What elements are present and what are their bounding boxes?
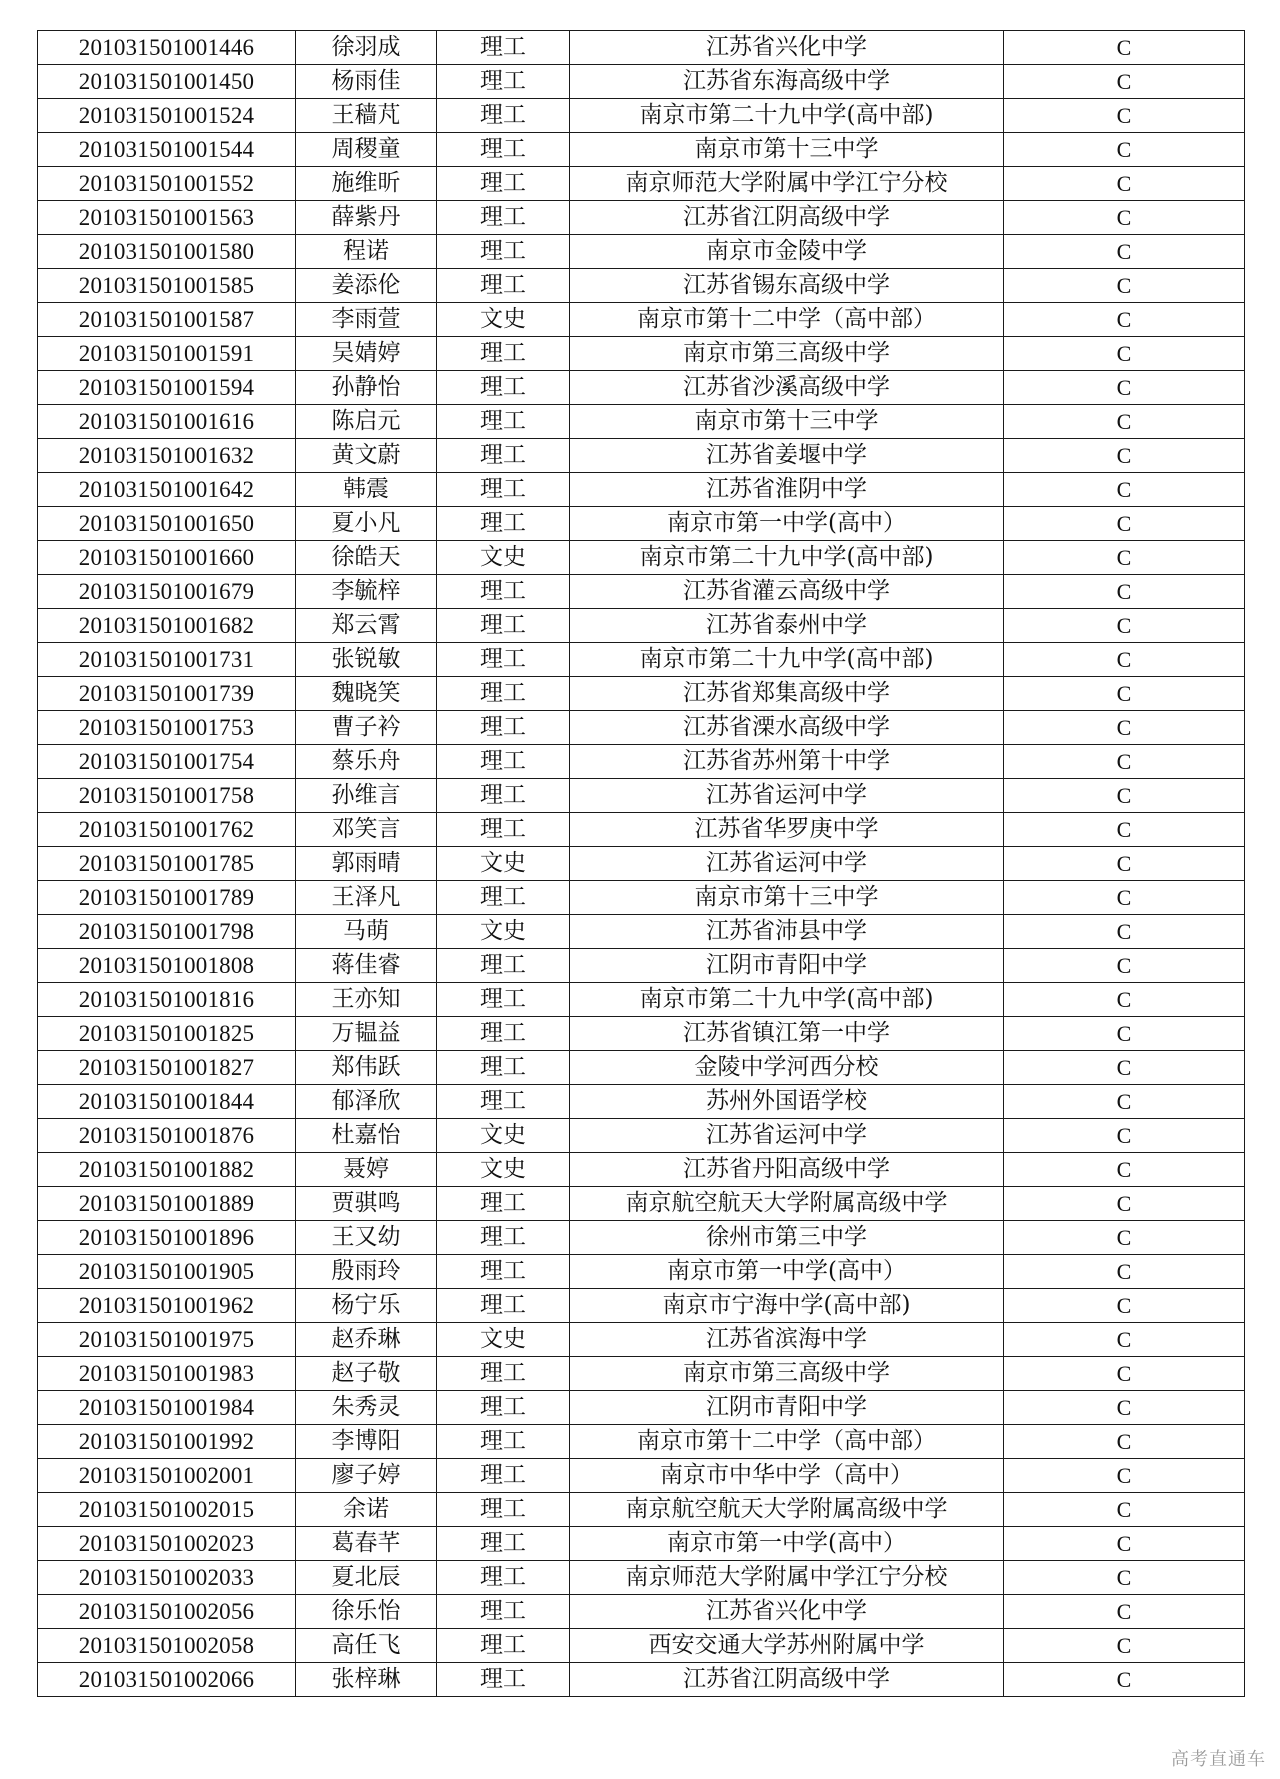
cell-grade: C — [1004, 1357, 1245, 1391]
cell-exam-id: 201031501001975 — [38, 1323, 296, 1357]
cell-school: 江苏省苏州第十中学 — [570, 745, 1004, 779]
cell-exam-id: 201031501001962 — [38, 1289, 296, 1323]
cell-grade: C — [1004, 1119, 1245, 1153]
table-row — [38, 1561, 1245, 1595]
table-row — [38, 1459, 1245, 1493]
cell-grade: C — [1004, 31, 1245, 65]
cell-track: 理工 — [437, 439, 570, 473]
cell-exam-id: 201031501001580 — [38, 235, 296, 269]
cell-school: 江苏省淮阴中学 — [570, 473, 1004, 507]
cell-student-name: 殷雨玲 — [296, 1255, 437, 1289]
table-row — [38, 1017, 1245, 1051]
cell-exam-id: 201031501001789 — [38, 881, 296, 915]
cell-exam-id: 201031501001632 — [38, 439, 296, 473]
cell-track: 文史 — [437, 541, 570, 575]
cell-student-name: 夏小凡 — [296, 507, 437, 541]
cell-track: 文史 — [437, 1323, 570, 1357]
table-row — [38, 303, 1245, 337]
cell-track: 理工 — [437, 1187, 570, 1221]
cell-exam-id: 201031501001682 — [38, 609, 296, 643]
cell-student-name: 王穑芃 — [296, 99, 437, 133]
cell-school: 南京市第三高级中学 — [570, 1357, 1004, 1391]
cell-exam-id: 201031501001785 — [38, 847, 296, 881]
table-row — [38, 1357, 1245, 1391]
cell-school: 南京市第一中学(高中） — [570, 1527, 1004, 1561]
cell-school: 江苏省锡东高级中学 — [570, 269, 1004, 303]
cell-exam-id: 201031501001754 — [38, 745, 296, 779]
cell-track: 理工 — [437, 1561, 570, 1595]
cell-track: 文史 — [437, 847, 570, 881]
cell-track: 理工 — [437, 1255, 570, 1289]
cell-grade: C — [1004, 677, 1245, 711]
cell-exam-id: 201031501001983 — [38, 1357, 296, 1391]
table-row — [38, 915, 1245, 949]
roster-table — [37, 30, 1245, 1697]
cell-exam-id: 201031501001984 — [38, 1391, 296, 1425]
cell-student-name: 王又幼 — [296, 1221, 437, 1255]
roster-table-body — [38, 31, 1245, 1697]
cell-school: 江阴市青阳中学 — [570, 1391, 1004, 1425]
cell-school: 南京市第三高级中学 — [570, 337, 1004, 371]
cell-track: 文史 — [437, 915, 570, 949]
table-row — [38, 1255, 1245, 1289]
cell-grade: C — [1004, 235, 1245, 269]
cell-student-name: 徐乐怡 — [296, 1595, 437, 1629]
cell-school: 江苏省江阴高级中学 — [570, 1663, 1004, 1697]
cell-school: 江苏省江阴高级中学 — [570, 201, 1004, 235]
cell-track: 理工 — [437, 371, 570, 405]
cell-exam-id: 201031501001753 — [38, 711, 296, 745]
cell-school: 南京市第十三中学 — [570, 133, 1004, 167]
cell-student-name: 葛春芊 — [296, 1527, 437, 1561]
cell-grade: C — [1004, 269, 1245, 303]
table-row — [38, 983, 1245, 1017]
table-row — [38, 643, 1245, 677]
table-row — [38, 1187, 1245, 1221]
cell-exam-id: 201031501001798 — [38, 915, 296, 949]
cell-grade: C — [1004, 99, 1245, 133]
cell-exam-id: 201031501001731 — [38, 643, 296, 677]
cell-grade: C — [1004, 1595, 1245, 1629]
cell-student-name: 杜嘉怡 — [296, 1119, 437, 1153]
cell-school: 南京市第十三中学 — [570, 405, 1004, 439]
table-row — [38, 813, 1245, 847]
cell-student-name: 魏晓笑 — [296, 677, 437, 711]
cell-grade: C — [1004, 507, 1245, 541]
cell-school: 徐州市第三中学 — [570, 1221, 1004, 1255]
cell-exam-id: 201031501001679 — [38, 575, 296, 609]
cell-school: 江苏省兴化中学 — [570, 1595, 1004, 1629]
cell-student-name: 徐皓天 — [296, 541, 437, 575]
cell-exam-id: 201031501001896 — [38, 1221, 296, 1255]
table-row — [38, 371, 1245, 405]
cell-student-name: 郑伟跃 — [296, 1051, 437, 1085]
cell-grade: C — [1004, 1493, 1245, 1527]
cell-grade: C — [1004, 1323, 1245, 1357]
cell-grade: C — [1004, 303, 1245, 337]
cell-grade: C — [1004, 1527, 1245, 1561]
cell-track: 理工 — [437, 609, 570, 643]
table-row — [38, 507, 1245, 541]
cell-grade: C — [1004, 1663, 1245, 1697]
cell-student-name: 张梓琳 — [296, 1663, 437, 1697]
cell-student-name: 徐羽成 — [296, 31, 437, 65]
cell-track: 理工 — [437, 711, 570, 745]
table-row — [38, 677, 1245, 711]
cell-exam-id: 201031501001876 — [38, 1119, 296, 1153]
cell-grade: C — [1004, 65, 1245, 99]
cell-school: 江苏省灌云高级中学 — [570, 575, 1004, 609]
table-row — [38, 167, 1245, 201]
cell-grade: C — [1004, 1255, 1245, 1289]
cell-grade: C — [1004, 1425, 1245, 1459]
cell-student-name: 李博阳 — [296, 1425, 437, 1459]
cell-grade: C — [1004, 847, 1245, 881]
cell-track: 理工 — [437, 643, 570, 677]
cell-exam-id: 201031501001905 — [38, 1255, 296, 1289]
cell-track: 理工 — [437, 1357, 570, 1391]
cell-exam-id: 201031501001825 — [38, 1017, 296, 1051]
table-row — [38, 1527, 1245, 1561]
cell-track: 理工 — [437, 133, 570, 167]
cell-track: 理工 — [437, 1493, 570, 1527]
cell-student-name: 聂婷 — [296, 1153, 437, 1187]
cell-school: 江苏省运河中学 — [570, 1119, 1004, 1153]
cell-school: 南京市第一中学(高中） — [570, 507, 1004, 541]
cell-school: 南京航空航天大学附属高级中学 — [570, 1187, 1004, 1221]
cell-student-name: 程诺 — [296, 235, 437, 269]
cell-exam-id: 201031501001762 — [38, 813, 296, 847]
cell-school: 江苏省华罗庚中学 — [570, 813, 1004, 847]
table-row — [38, 337, 1245, 371]
cell-student-name: 张锐敏 — [296, 643, 437, 677]
cell-exam-id: 201031501001660 — [38, 541, 296, 575]
cell-grade: C — [1004, 473, 1245, 507]
table-row — [38, 949, 1245, 983]
cell-grade: C — [1004, 1629, 1245, 1663]
cell-student-name: 孙维言 — [296, 779, 437, 813]
cell-student-name: 赵乔琳 — [296, 1323, 437, 1357]
cell-exam-id: 201031501001992 — [38, 1425, 296, 1459]
cell-track: 理工 — [437, 201, 570, 235]
table-row — [38, 541, 1245, 575]
cell-grade: C — [1004, 541, 1245, 575]
cell-track: 理工 — [437, 65, 570, 99]
table-row — [38, 1493, 1245, 1527]
cell-track: 理工 — [437, 1085, 570, 1119]
cell-track: 理工 — [437, 813, 570, 847]
cell-grade: C — [1004, 949, 1245, 983]
cell-track: 理工 — [437, 235, 570, 269]
cell-exam-id: 201031501001446 — [38, 31, 296, 65]
cell-track: 理工 — [437, 473, 570, 507]
cell-grade: C — [1004, 405, 1245, 439]
cell-grade: C — [1004, 881, 1245, 915]
cell-school: 江苏省东海高级中学 — [570, 65, 1004, 99]
cell-grade: C — [1004, 779, 1245, 813]
cell-exam-id: 201031501002058 — [38, 1629, 296, 1663]
cell-track: 理工 — [437, 949, 570, 983]
cell-track: 理工 — [437, 1051, 570, 1085]
table-row — [38, 201, 1245, 235]
cell-grade: C — [1004, 371, 1245, 405]
table-row — [38, 745, 1245, 779]
cell-student-name: 贾骐鸣 — [296, 1187, 437, 1221]
cell-exam-id: 201031501001591 — [38, 337, 296, 371]
cell-grade: C — [1004, 1391, 1245, 1425]
cell-student-name: 杨雨佳 — [296, 65, 437, 99]
table-row — [38, 1289, 1245, 1323]
cell-exam-id: 201031501001844 — [38, 1085, 296, 1119]
table-row — [38, 133, 1245, 167]
cell-student-name: 郭雨晴 — [296, 847, 437, 881]
cell-student-name: 王亦知 — [296, 983, 437, 1017]
cell-grade: C — [1004, 201, 1245, 235]
cell-school: 金陵中学河西分校 — [570, 1051, 1004, 1085]
cell-exam-id: 201031501001758 — [38, 779, 296, 813]
cell-student-name: 吴婧婷 — [296, 337, 437, 371]
cell-exam-id: 201031501001650 — [38, 507, 296, 541]
table-row — [38, 473, 1245, 507]
cell-school: 南京市第一中学(高中） — [570, 1255, 1004, 1289]
cell-school: 南京市第十二中学（高中部） — [570, 1425, 1004, 1459]
cell-grade: C — [1004, 1051, 1245, 1085]
cell-track: 理工 — [437, 1459, 570, 1493]
cell-student-name: 韩震 — [296, 473, 437, 507]
cell-school: 苏州外国语学校 — [570, 1085, 1004, 1119]
cell-student-name: 王泽凡 — [296, 881, 437, 915]
cell-grade: C — [1004, 1561, 1245, 1595]
cell-student-name: 陈启元 — [296, 405, 437, 439]
table-row — [38, 779, 1245, 813]
cell-school: 江苏省沙溪高级中学 — [570, 371, 1004, 405]
table-row — [38, 31, 1245, 65]
cell-grade: C — [1004, 983, 1245, 1017]
table-row — [38, 235, 1245, 269]
cell-track: 理工 — [437, 337, 570, 371]
cell-grade: C — [1004, 711, 1245, 745]
cell-exam-id: 201031501001642 — [38, 473, 296, 507]
cell-track: 理工 — [437, 983, 570, 1017]
watermark-text: 高考直通车 — [1171, 1749, 1266, 1770]
cell-track: 理工 — [437, 405, 570, 439]
cell-school: 江苏省泰州中学 — [570, 609, 1004, 643]
cell-school: 南京市第二十九中学(高中部) — [570, 541, 1004, 575]
cell-student-name: 朱秀灵 — [296, 1391, 437, 1425]
cell-track: 理工 — [437, 99, 570, 133]
cell-track: 理工 — [437, 1017, 570, 1051]
cell-exam-id: 201031501002056 — [38, 1595, 296, 1629]
cell-track: 理工 — [437, 31, 570, 65]
cell-school: 南京市宁海中学(高中部) — [570, 1289, 1004, 1323]
table-row — [38, 1085, 1245, 1119]
cell-track: 理工 — [437, 881, 570, 915]
cell-school: 南京市第十二中学（高中部） — [570, 303, 1004, 337]
cell-student-name: 廖子婷 — [296, 1459, 437, 1493]
cell-student-name: 薛紫丹 — [296, 201, 437, 235]
cell-grade: C — [1004, 1221, 1245, 1255]
cell-track: 文史 — [437, 303, 570, 337]
cell-school: 西安交通大学苏州附属中学 — [570, 1629, 1004, 1663]
cell-grade: C — [1004, 167, 1245, 201]
cell-school: 江苏省丹阳高级中学 — [570, 1153, 1004, 1187]
cell-grade: C — [1004, 745, 1245, 779]
cell-grade: C — [1004, 337, 1245, 371]
table-row — [38, 1425, 1245, 1459]
cell-school: 南京市第二十九中学(高中部) — [570, 643, 1004, 677]
cell-student-name: 赵子敬 — [296, 1357, 437, 1391]
cell-school: 江阴市青阳中学 — [570, 949, 1004, 983]
cell-student-name: 郑云霄 — [296, 609, 437, 643]
cell-exam-id: 201031501001739 — [38, 677, 296, 711]
cell-student-name: 李雨萱 — [296, 303, 437, 337]
cell-school: 江苏省郑集高级中学 — [570, 677, 1004, 711]
cell-exam-id: 201031501001450 — [38, 65, 296, 99]
cell-exam-id: 201031501001552 — [38, 167, 296, 201]
cell-grade: C — [1004, 439, 1245, 473]
cell-school: 江苏省运河中学 — [570, 779, 1004, 813]
cell-school: 江苏省溧水高级中学 — [570, 711, 1004, 745]
cell-exam-id: 201031501002023 — [38, 1527, 296, 1561]
cell-school: 南京市第十三中学 — [570, 881, 1004, 915]
cell-student-name: 施维昕 — [296, 167, 437, 201]
cell-grade: C — [1004, 1289, 1245, 1323]
cell-school: 南京师范大学附属中学江宁分校 — [570, 1561, 1004, 1595]
cell-track: 理工 — [437, 575, 570, 609]
table-row — [38, 439, 1245, 473]
cell-student-name: 邓笑言 — [296, 813, 437, 847]
cell-grade: C — [1004, 1017, 1245, 1051]
cell-exam-id: 201031501001889 — [38, 1187, 296, 1221]
table-row — [38, 1153, 1245, 1187]
table-row — [38, 881, 1245, 915]
table-row — [38, 1629, 1245, 1663]
cell-school: 南京市中华中学（高中） — [570, 1459, 1004, 1493]
cell-student-name: 余诺 — [296, 1493, 437, 1527]
cell-school: 江苏省沛县中学 — [570, 915, 1004, 949]
table-row — [38, 609, 1245, 643]
cell-school: 南京航空航天大学附属高级中学 — [570, 1493, 1004, 1527]
table-row — [38, 1391, 1245, 1425]
cell-exam-id: 201031501001544 — [38, 133, 296, 167]
table-row — [38, 847, 1245, 881]
cell-student-name: 姜添伦 — [296, 269, 437, 303]
cell-exam-id: 201031501002001 — [38, 1459, 296, 1493]
cell-exam-id: 201031501001594 — [38, 371, 296, 405]
cell-grade: C — [1004, 133, 1245, 167]
cell-school: 南京师范大学附属中学江宁分校 — [570, 167, 1004, 201]
cell-school: 江苏省运河中学 — [570, 847, 1004, 881]
cell-track: 理工 — [437, 677, 570, 711]
cell-grade: C — [1004, 609, 1245, 643]
cell-track: 理工 — [437, 167, 570, 201]
cell-student-name: 蔡乐舟 — [296, 745, 437, 779]
cell-track: 理工 — [437, 1289, 570, 1323]
cell-exam-id: 201031501001808 — [38, 949, 296, 983]
cell-grade: C — [1004, 1459, 1245, 1493]
cell-grade: C — [1004, 1187, 1245, 1221]
cell-track: 文史 — [437, 1119, 570, 1153]
cell-track: 理工 — [437, 745, 570, 779]
table-row — [38, 1051, 1245, 1085]
cell-student-name: 高任飞 — [296, 1629, 437, 1663]
cell-student-name: 郁泽欣 — [296, 1085, 437, 1119]
cell-student-name: 夏北辰 — [296, 1561, 437, 1595]
cell-track: 理工 — [437, 1425, 570, 1459]
cell-track: 理工 — [437, 1527, 570, 1561]
cell-track: 理工 — [437, 1391, 570, 1425]
cell-grade: C — [1004, 1153, 1245, 1187]
cell-grade: C — [1004, 915, 1245, 949]
table-row — [38, 1221, 1245, 1255]
roster-sheet — [37, 30, 1244, 1697]
table-row — [38, 269, 1245, 303]
cell-grade: C — [1004, 813, 1245, 847]
cell-student-name: 周稷童 — [296, 133, 437, 167]
table-row — [38, 1663, 1245, 1697]
cell-exam-id: 201031501002015 — [38, 1493, 296, 1527]
cell-school: 江苏省兴化中学 — [570, 31, 1004, 65]
cell-exam-id: 201031501001524 — [38, 99, 296, 133]
cell-school: 南京市金陵中学 — [570, 235, 1004, 269]
cell-exam-id: 201031501001616 — [38, 405, 296, 439]
cell-school: 江苏省滨海中学 — [570, 1323, 1004, 1357]
cell-exam-id: 201031501002033 — [38, 1561, 296, 1595]
cell-grade: C — [1004, 1085, 1245, 1119]
table-row — [38, 1323, 1245, 1357]
table-row — [38, 99, 1245, 133]
cell-exam-id: 201031501002066 — [38, 1663, 296, 1697]
cell-track: 理工 — [437, 507, 570, 541]
cell-school: 南京市第二十九中学(高中部) — [570, 99, 1004, 133]
cell-exam-id: 201031501001816 — [38, 983, 296, 1017]
cell-exam-id: 201031501001585 — [38, 269, 296, 303]
cell-school: 南京市第二十九中学(高中部) — [570, 983, 1004, 1017]
cell-student-name: 孙静怡 — [296, 371, 437, 405]
cell-student-name: 曹子衿 — [296, 711, 437, 745]
cell-track: 理工 — [437, 779, 570, 813]
cell-student-name: 黄文蔚 — [296, 439, 437, 473]
cell-student-name: 杨宁乐 — [296, 1289, 437, 1323]
table-row — [38, 65, 1245, 99]
cell-exam-id: 201031501001587 — [38, 303, 296, 337]
table-row — [38, 405, 1245, 439]
cell-track: 理工 — [437, 269, 570, 303]
cell-exam-id: 201031501001827 — [38, 1051, 296, 1085]
cell-grade: C — [1004, 643, 1245, 677]
cell-track: 理工 — [437, 1595, 570, 1629]
table-row — [38, 711, 1245, 745]
table-row — [38, 1595, 1245, 1629]
cell-grade: C — [1004, 575, 1245, 609]
cell-track: 文史 — [437, 1153, 570, 1187]
cell-student-name: 李毓梓 — [296, 575, 437, 609]
table-row — [38, 575, 1245, 609]
cell-track: 理工 — [437, 1221, 570, 1255]
cell-school: 江苏省镇江第一中学 — [570, 1017, 1004, 1051]
cell-exam-id: 201031501001563 — [38, 201, 296, 235]
table-row — [38, 1119, 1245, 1153]
cell-student-name: 马萌 — [296, 915, 437, 949]
cell-student-name: 蒋佳睿 — [296, 949, 437, 983]
cell-school: 江苏省姜堰中学 — [570, 439, 1004, 473]
cell-track: 理工 — [437, 1629, 570, 1663]
cell-student-name: 万韫益 — [296, 1017, 437, 1051]
cell-exam-id: 201031501001882 — [38, 1153, 296, 1187]
cell-track: 理工 — [437, 1663, 570, 1697]
